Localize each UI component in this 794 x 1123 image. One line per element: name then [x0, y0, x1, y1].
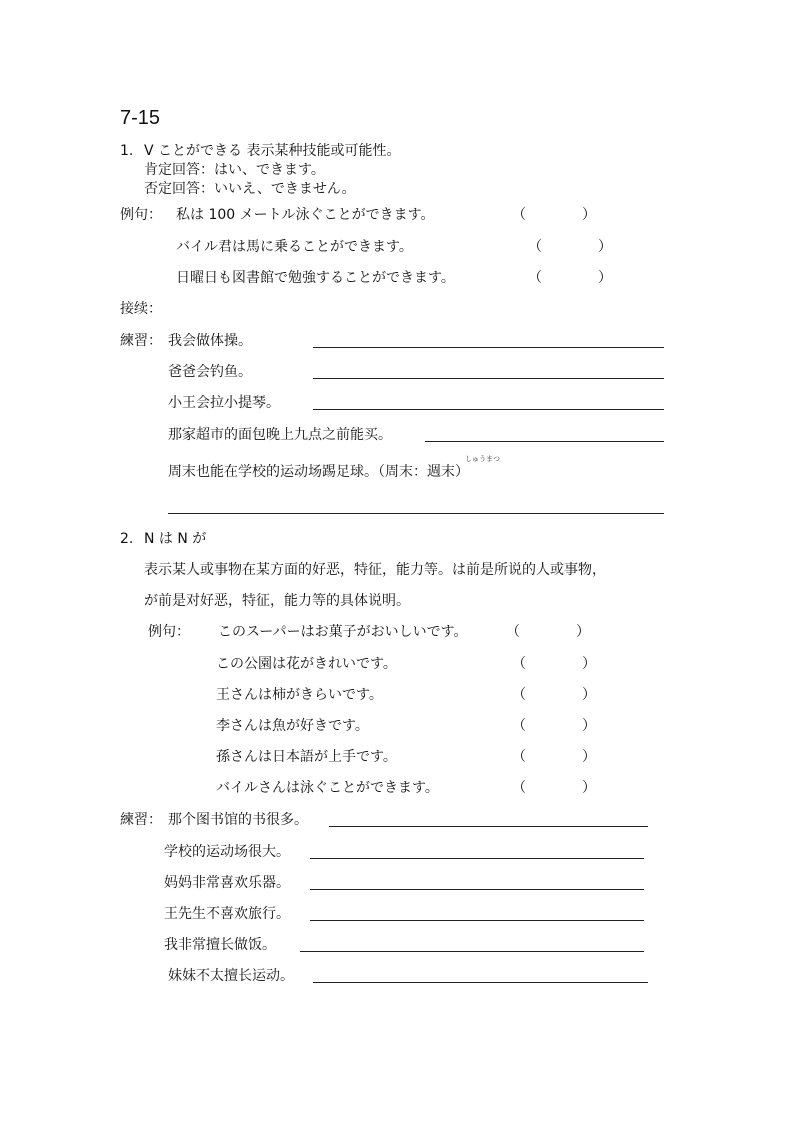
negative-answer: 否定回答：いいえ、できません。 — [144, 181, 356, 197]
answer-line[interactable] — [168, 513, 664, 514]
practice-sentence: 小王会拉小提琴。 — [168, 395, 280, 411]
section2-heading: N は N が — [144, 531, 207, 547]
example-sentence: バイル君は馬に乗ることができます。 — [176, 239, 413, 255]
answer-parentheses[interactable]: （ ） — [528, 239, 612, 255]
practice-sentence: 那家超市的面包晚上九点之前能买。 — [168, 427, 392, 443]
section2-description: 表示某人或事物在某方面的好恶，特征，能力等。は前是所说的人或事物， — [144, 562, 606, 578]
example-label: 例句： — [120, 207, 162, 223]
page-title: 7-15 — [120, 107, 161, 129]
answer-line[interactable] — [313, 347, 664, 348]
answer-line[interactable] — [313, 982, 648, 983]
practice-sentence: 那个图书馆的书很多。 — [168, 812, 308, 828]
section1-heading: V ことができる 表示某种技能或可能性。 — [144, 143, 401, 159]
answer-parentheses[interactable]: （ ） — [512, 687, 596, 703]
answer-parentheses[interactable]: （ ） — [512, 656, 596, 672]
section2-description: が前是对好恶，特征，能力等的具体说明。 — [144, 593, 410, 609]
answer-line[interactable] — [313, 378, 664, 379]
answer-parentheses[interactable]: （ ） — [512, 207, 596, 223]
example-sentence: この公園は花がきれいです。 — [216, 656, 397, 672]
answer-parentheses[interactable]: （ ） — [512, 718, 596, 734]
answer-parentheses[interactable]: （ ） — [528, 270, 612, 286]
answer-line[interactable] — [310, 920, 644, 921]
answer-line[interactable] — [310, 889, 644, 890]
example-sentence: 孫さんは日本語が上手です。 — [216, 749, 397, 765]
practice-sentence: 我会做体操。 — [168, 333, 252, 349]
answer-parentheses[interactable]: （ ） — [512, 749, 596, 765]
answer-line[interactable] — [310, 858, 644, 859]
practice-label: 練習： — [120, 812, 162, 828]
practice-sentence: 学校的运动场很大。 — [164, 844, 290, 860]
affirmative-answer: 肯定回答：はい、できます。 — [144, 162, 325, 178]
practice-label: 練習： — [120, 333, 162, 349]
example-label: 例句： — [148, 624, 190, 640]
practice-sentence: 妹妹不太擅长运动。 — [168, 968, 294, 984]
practice-sentence: 周末也能在学校的运动场踢足球。（周末：週末） — [168, 464, 469, 480]
connection-label: 接续： — [120, 301, 162, 317]
practice-sentence: 王先生不喜欢旅行。 — [164, 906, 290, 922]
example-sentence: 李さんは魚が好きです。 — [216, 718, 369, 734]
example-sentence: 日曜日も図書館で勉強することができます。 — [176, 270, 455, 286]
answer-line[interactable] — [329, 826, 648, 827]
answer-line[interactable] — [300, 951, 644, 952]
answer-line[interactable] — [425, 441, 664, 442]
practice-sentence: 妈妈非常喜欢乐器。 — [164, 875, 290, 891]
furigana: しゅうまつ — [465, 455, 500, 463]
answer-parentheses[interactable]: （ ） — [506, 624, 590, 640]
example-sentence: バイルさんは泳ぐことができます。 — [216, 780, 439, 796]
practice-sentence: 我非常擅长做饭。 — [164, 937, 276, 953]
example-sentence: 私は 100 メートル泳ぐことができます。 — [176, 207, 435, 223]
example-sentence: このスーパーはお菓子がおいしいです。 — [218, 624, 468, 640]
section1-number: 1. — [120, 143, 134, 159]
section2-number: 2. — [120, 531, 134, 547]
example-sentence: 王さんは柿がきらいです。 — [216, 687, 383, 703]
answer-line[interactable] — [313, 409, 664, 410]
practice-sentence: 爸爸会钓鱼。 — [168, 364, 252, 380]
answer-parentheses[interactable]: （ ） — [512, 780, 596, 796]
